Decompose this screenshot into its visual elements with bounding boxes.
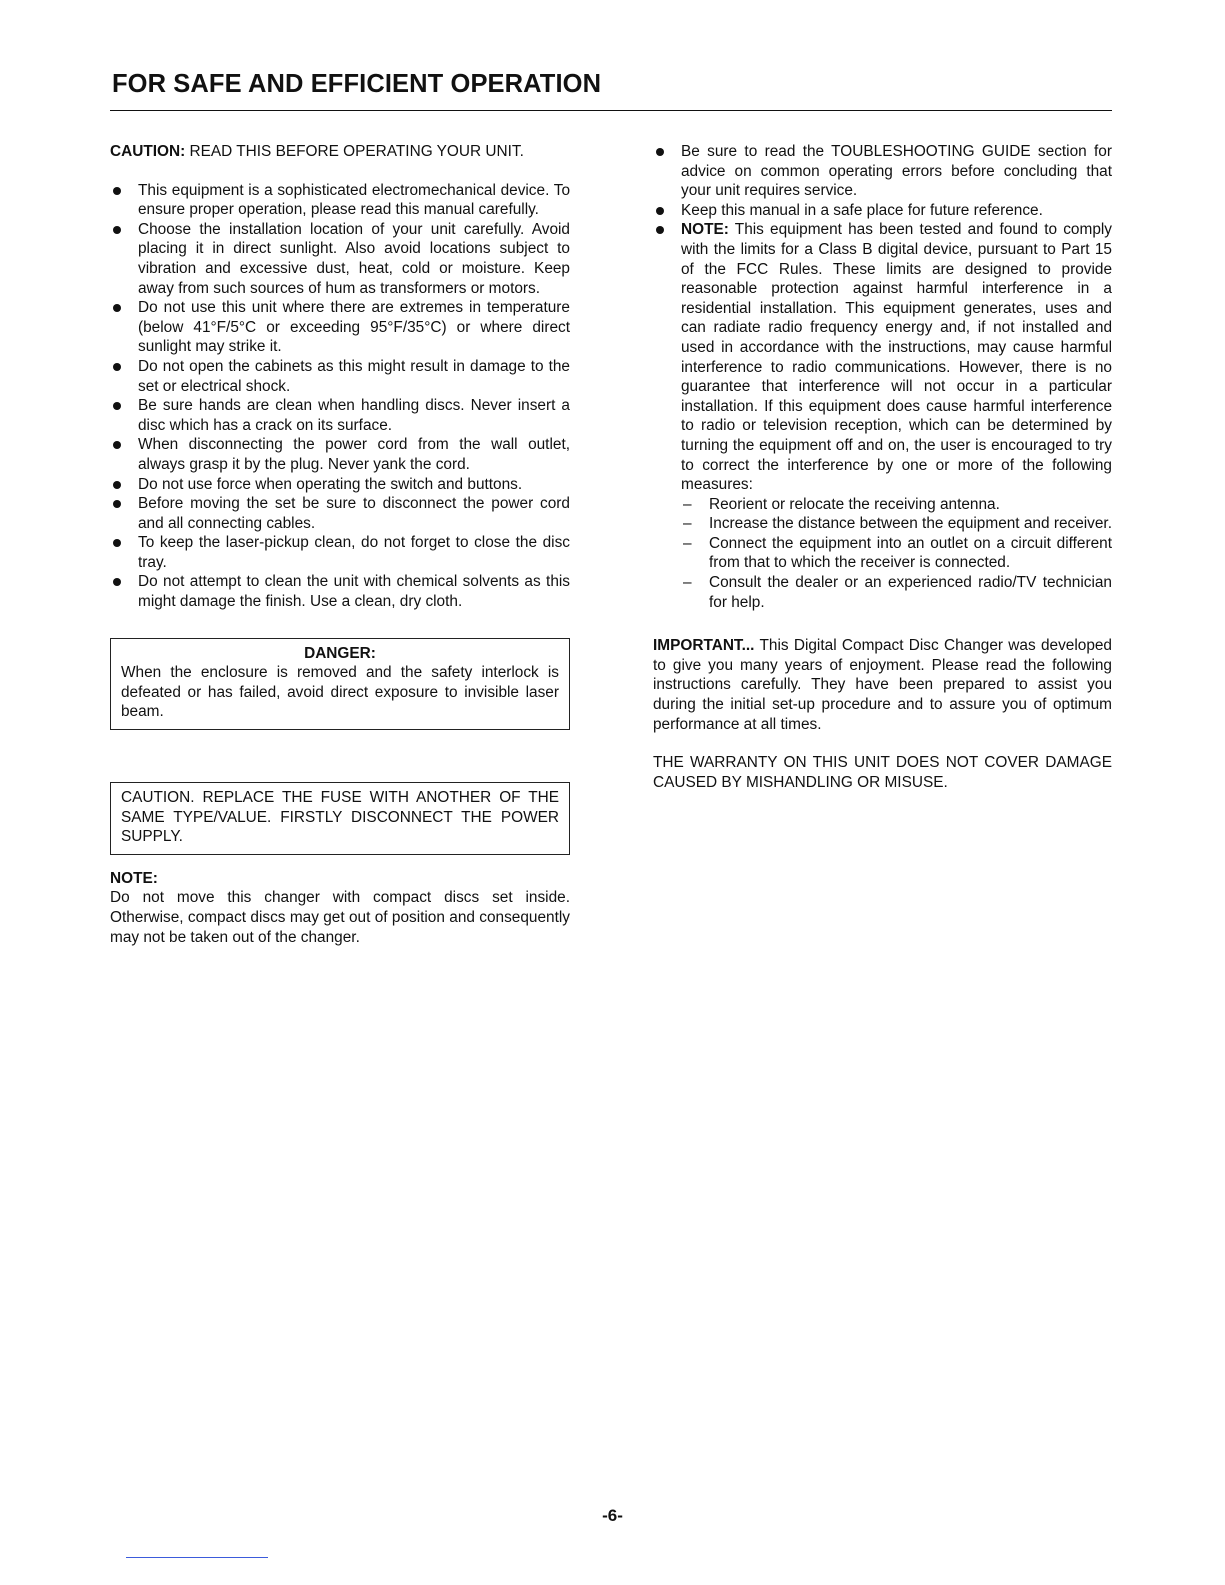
list-item: [110, 533, 570, 572]
fcc-note-text: This equipment has been tested and found to comply with the limits for a Class B digital device, pursuant to Part 15 of the FCC Rules. These limits are designed to provide reasonable protection against harmful interference in a residential installation. This equipment generates, uses and can radiate radio frequency energy and, if not installed and used in accordance with the instructions, may cause harmful interference to radio communications. However, there is no guarantee that interference will not occur in a particular installation. If this equipment does cause harmful interference to radio or television reception, which can be determined by turning the equipment off and on, the user is encouraged to try to correct the interference by one or more of the following measures:: [681, 221, 1112, 494]
list-item-text: Be sure to read the TOUBLESHOOTING GUIDE section for advice on common operating errors before concluding that your unit requires service.: [681, 143, 1112, 200]
bottom-link-line: [126, 1557, 268, 1558]
list-item-text: Connect the equipment into an outlet on a circuit different from that to which the receiver is connected.: [709, 534, 1112, 572]
list-item-text: Do not attempt to clean the unit with chemical solvents as this might damage the finish. Use a clean, dry cloth.: [138, 573, 570, 611]
list-item: [110, 396, 570, 435]
page-number: -6-: [602, 1506, 623, 1525]
list-item: [110, 220, 570, 298]
list-item: [110, 475, 570, 495]
list-item: [653, 201, 1112, 221]
list-item: [110, 494, 570, 533]
dash-icon: –: [683, 495, 692, 513]
list-item: [110, 357, 570, 396]
list-item-text: Choose the installation location of your unit carefully. Avoid placing it in direct sunlight. Also avoid locations subject to vibration and excessive dust, heat, cold or moisture. Keep away from such sources of hum as transformers or motors.: [138, 220, 570, 297]
fuse-caution-text: CAUTION. REPLACE THE FUSE WITH ANOTHER OF THE SAME TYPE/VALUE. FIRSTLY DISCONNECT THE POWER SUPPLY.: [121, 789, 559, 846]
list-item: [681, 534, 1112, 573]
danger-text: When the enclosure is removed and the safety interlock is defeated or has failed, avoid direct exposure to invisible laser beam.: [121, 664, 559, 721]
measures-list: [681, 495, 1112, 613]
bullet-dot-icon: [113, 363, 121, 371]
bullet-dot-icon: [113, 304, 121, 312]
bullet-dot-icon: [113, 578, 121, 586]
bullet-dot-icon: [113, 441, 121, 449]
warranty-paragraph: THE WARRANTY ON THIS UNIT DOES NOT COVER DAMAGE CAUSED BY MISHANDLING OR MISUSE.: [653, 754, 1112, 791]
list-item: [110, 435, 570, 474]
list-item: [681, 514, 1112, 534]
list-item: [653, 142, 1112, 201]
caution-line: [110, 142, 570, 162]
bullet-dot-icon: [656, 226, 664, 234]
list-item: [653, 220, 1112, 612]
caution-text: READ THIS BEFORE OPERATING YOUR UNIT.: [185, 143, 524, 160]
page-title: FOR SAFE AND EFFICIENT OPERATION: [112, 70, 602, 98]
important-label: IMPORTANT...: [653, 637, 755, 655]
list-item-text: Reorient or relocate the receiving antenna.: [709, 495, 1000, 513]
note-heading: NOTE:: [110, 869, 158, 887]
bullet-dot-icon: [113, 402, 121, 410]
list-item: [110, 572, 570, 611]
list-item-text: Before moving the set be sure to disconnect the power cord and all connecting cables.: [138, 495, 570, 532]
list-item-text: When disconnecting the power cord from the wall outlet, always grasp it by the plug. Never yank the cord.: [138, 436, 570, 473]
fuse-caution-box: [110, 782, 570, 855]
list-item-text: Do not use force when operating the switch and buttons.: [138, 475, 523, 493]
list-item: [681, 495, 1112, 515]
bullet-dot-icon: [113, 539, 121, 547]
list-item-text: Be sure hands are clean when handling discs. Never insert a disc which has a crack on its surface.: [138, 397, 570, 434]
info-bullet-list: [653, 142, 1112, 612]
safety-bullet-list: [110, 181, 570, 612]
danger-heading: DANGER:: [304, 644, 376, 662]
list-item: [681, 573, 1112, 612]
list-item-text: Keep this manual in a safe place for future reference.: [681, 201, 1043, 219]
list-item-text: Increase the distance between the equipment and receiver.: [709, 515, 1112, 533]
list-item-text: Do not use this unit where there are extremes in temperature (below 41°F/5°C or exceeding 95°F/35°C) or where direct sunlight may strike it.: [138, 299, 570, 356]
right-column: [653, 142, 1112, 792]
important-text: This Digital Compact Disc Changer was developed to give you many years of enjoyment. Please read the following instructions carefully. They have been prepared to assist you during the initial set-up procedure and to assure you of optimum performance at all times.: [653, 637, 1112, 733]
list-item: [110, 298, 570, 357]
dash-icon: –: [683, 534, 692, 552]
list-item-text: To keep the laser-pickup clean, do not forget to close the disc tray.: [138, 534, 570, 571]
dash-icon: –: [683, 574, 692, 592]
title-rule: [110, 110, 1112, 111]
bullet-dot-icon: [113, 500, 121, 508]
note-text: Do not move this changer with compact discs set inside. Otherwise, compact discs may get out of position and consequently may not be taken out of the changer.: [110, 889, 570, 946]
bullet-dot-icon: [656, 207, 664, 215]
dash-icon: –: [683, 515, 692, 533]
bullet-dot-icon: [113, 187, 121, 195]
fcc-note-label: NOTE:: [681, 221, 729, 239]
left-column: [110, 142, 570, 947]
caution-label: CAUTION:: [110, 143, 186, 160]
note-block: [110, 869, 570, 947]
important-paragraph: [653, 636, 1112, 734]
danger-box: [110, 638, 570, 730]
list-item: [110, 181, 570, 220]
list-item-text: Do not open the cabinets as this might result in damage to the set or electrical shock.: [138, 357, 570, 395]
bullet-dot-icon: [113, 481, 121, 489]
list-item-text: This equipment is a sophisticated electromechanical device. To ensure proper operation, please read this manual carefully.: [138, 181, 570, 219]
list-item-text: Consult the dealer or an experienced radio/TV technician for help.: [709, 574, 1112, 611]
bullet-dot-icon: [113, 226, 121, 234]
bullet-dot-icon: [656, 148, 664, 156]
